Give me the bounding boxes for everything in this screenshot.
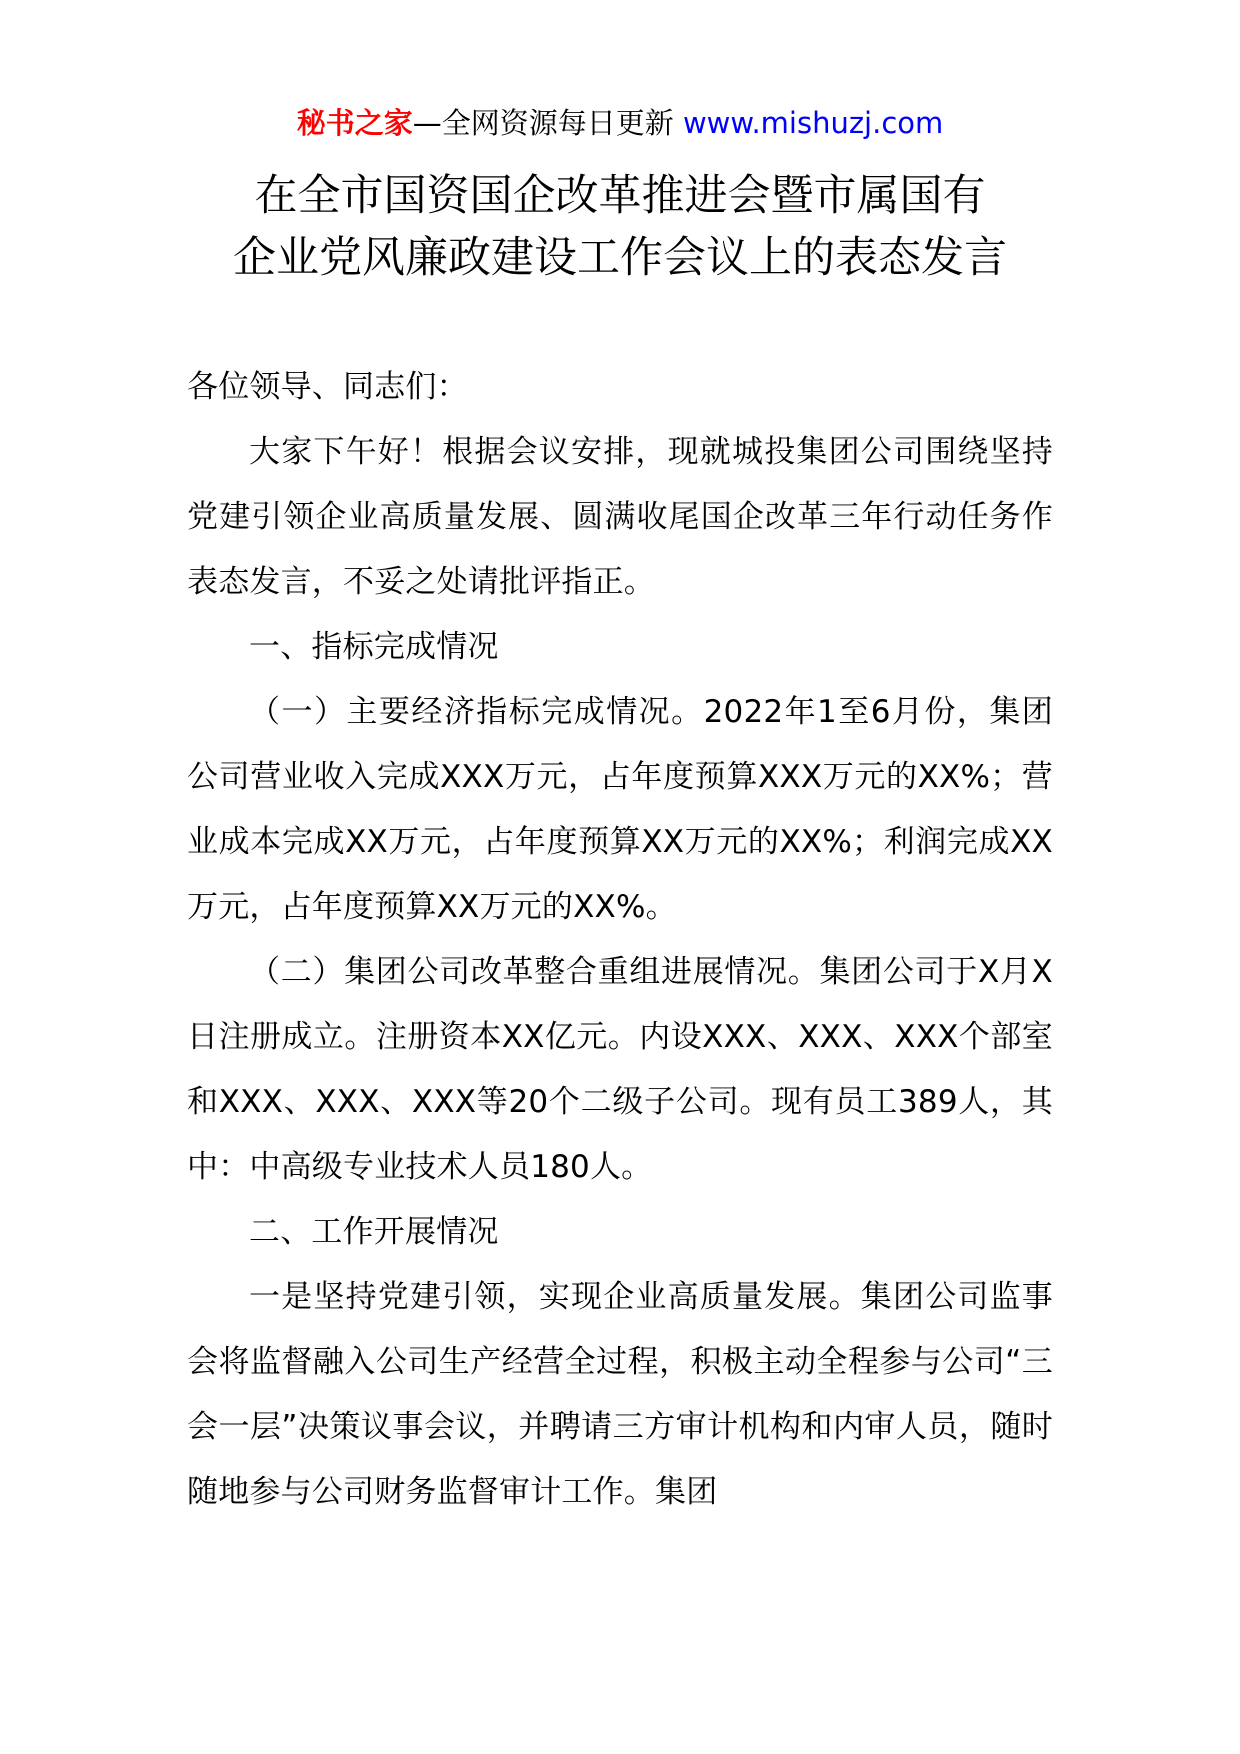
section-heading-2: 二、工作开展情况 — [249, 1214, 499, 1250]
brand-name: 秘书之家 — [296, 106, 413, 140]
title-line-2: 企业党风廉政建设工作会议上的表态发言 — [233, 233, 1007, 283]
site-url-link[interactable]: www.mishuzj.com — [682, 106, 944, 140]
site-header — [0, 103, 1240, 143]
document-title — [0, 165, 1240, 289]
title-line-1: 在全市国资国企改革推进会暨市属国有 — [254, 171, 986, 221]
paragraph-reform-progress: （二）集团公司改革整合重组进展情况。集团公司于X月X日注册成立。注册资本XX亿元。内设XXX、XXX、XXX个部室和XXX、XXX、XXX等20个二级子公司。现有员工389人，其中：中高级专业技术人员180人。 — [187, 954, 1053, 1185]
paragraph-greeting: 大家下午好！根据会议安排，现就城投集团公司围绕坚持党建引领企业高质量发展、圆满收尾国企改革三年行动任务作表态发言，不妥之处请批评指正。 — [187, 434, 1053, 600]
header-slogan: —全网资源每日更新 — [412, 106, 683, 140]
salutation: 各位领导、同志们： — [187, 369, 468, 405]
paragraph-economic-indicators: （一）主要经济指标完成情况。2022年1至6月份，集团公司营业收入完成XXX万元，占年度预算XXX万元的XX%；营业成本完成XX万元，占年度预算XX万元的XX%；利润完成XX万元，占年度预算XX万元的XX%。 — [187, 694, 1053, 925]
paragraph-party-building: 一是坚持党建引领，实现企业高质量发展。集团公司监事会将监督融入公司生产经营全过程，积极主动全程参与公司“三会一层”决策议事会议，并聘请三方审计机构和内审人员，随时随地参与公司财务监督审计工作。集团 — [187, 1279, 1053, 1510]
section-heading-1: 一、指标完成情况 — [249, 629, 499, 665]
document-body — [187, 355, 1053, 1525]
